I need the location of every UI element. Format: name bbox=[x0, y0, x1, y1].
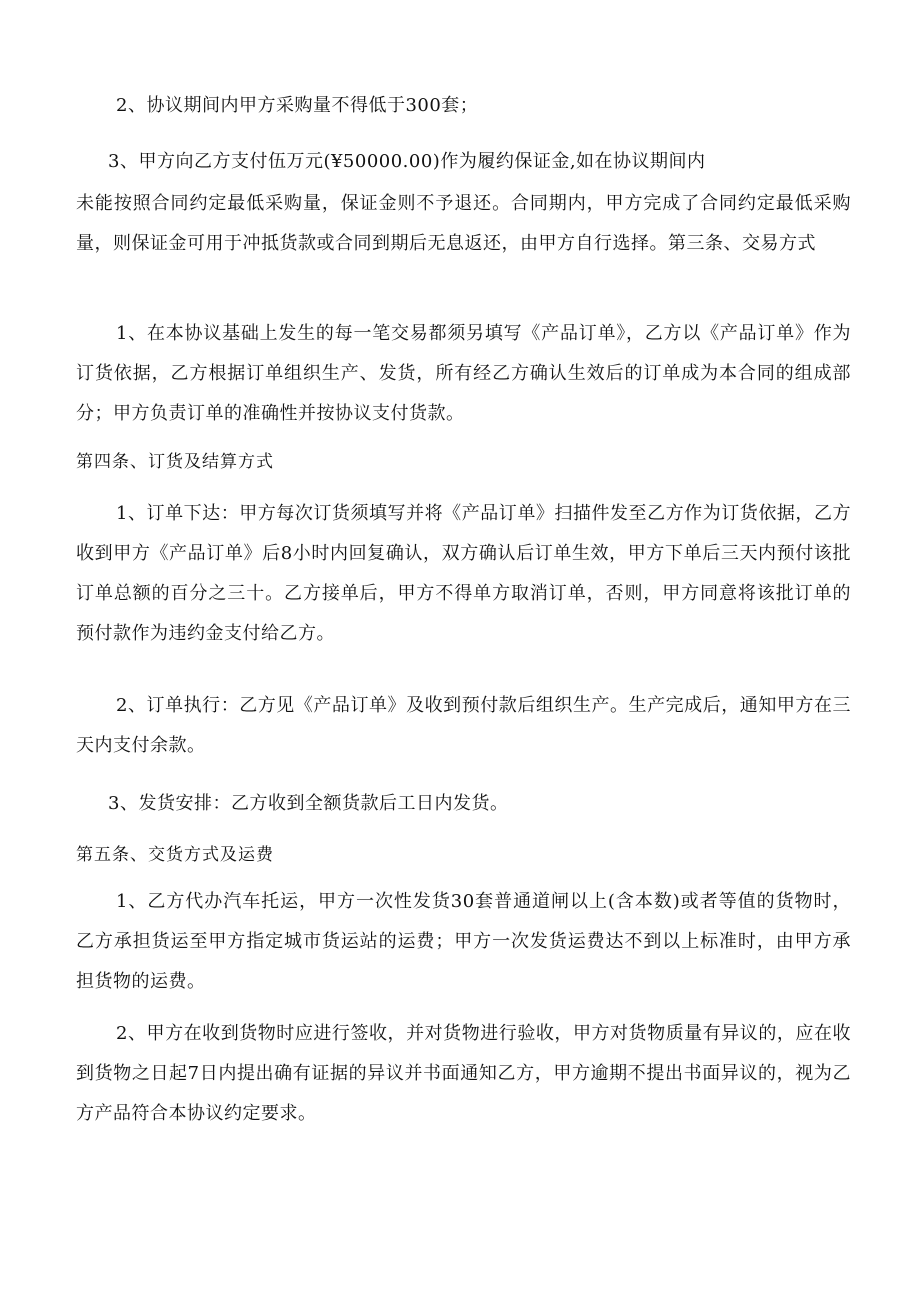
paragraph-min-purchase: 2、协议期间内甲方采购量不得低于300套； bbox=[116, 95, 479, 116]
paragraph-deposit-rest: 未能按照合同约定最低采购量，保证金则不予退还。合同期内，甲方完成了合同约定最低采购量，则保证金可用于冲抵货款或合同到期后无息返还，由甲方自行选择。第三条、交易方式 bbox=[76, 193, 851, 254]
heading-article-5: 第五条、交货方式及运费 bbox=[76, 845, 274, 865]
paragraph-shipping-arrangement: 3、发货安排：乙方收到全额货款后工日内发货。 bbox=[108, 793, 509, 814]
paragraph-order-execution: 2、订单执行：乙方见《产品订单》及收到预付款后组织生产。生产完成后，通知甲方在三天内支付余款。 bbox=[76, 695, 851, 756]
heading-article-4: 第四条、订货及结算方式 bbox=[76, 452, 274, 472]
paragraph-order-placement: 1、订单下达：甲方每次订货须填写并将《产品订单》扫描件发至乙方作为订货依据，乙方收到甲方《产品订单》后8小时内回复确认，双方确认后订单生效，甲方下单后三天内预付该批订单总额的百分之三十。乙方接单后，甲方不得单方取消订单，否则，甲方同意将该批订单的预付款作为违约金支付给乙方。 bbox=[76, 503, 851, 644]
paragraph-deposit-line1: 3、甲方向乙方支付伍万元(¥50000.00)作为履约保证金,如在协议期间内 bbox=[108, 151, 706, 172]
paragraph-inspection: 2、甲方在收到货物时应进行签收，并对货物进行验收，甲方对货物质量有异议的，应在收到货物之日起7日内提出确有证据的异议并书面通知乙方，甲方逾期不提出书面异议的，视为乙方产品符合本协议约定要求。 bbox=[76, 1023, 851, 1124]
paragraph-freight: 1、乙方代办汽车托运，甲方一次性发货30套普通道闸以上(含本数)或者等值的货物时，乙方承担货运至甲方指定城市货运站的运费；甲方一次发货运费达不到以上标准时，由甲方承担货物的运费。 bbox=[76, 891, 851, 992]
paragraph-transaction: 1、在本协议基础上发生的每一笔交易都须另填写《产品订单》，乙方以《产品订单》作为订货依据，乙方根据订单组织生产、发货，所有经乙方确认生效后的订单成为本合同的组成部分；甲方负责订单的准确性并按协议支付货款。 bbox=[76, 323, 851, 424]
